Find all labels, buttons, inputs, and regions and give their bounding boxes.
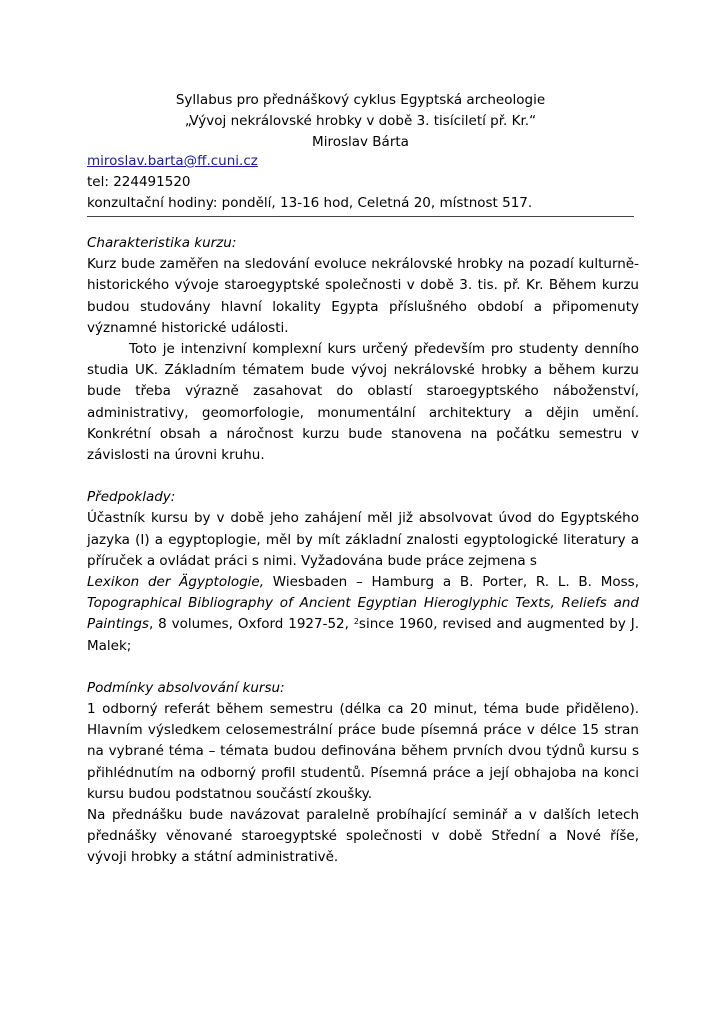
contact-block <box>87 151 647 214</box>
paragraph: Na přednášku bude navázovat paralelně probíhající seminář a v dalších letech přednášky věnované staroegyptské společnosti v době Střední a Nové říše, vývoji hrobky a státní administrativě. <box>87 807 639 866</box>
reference-paragraph <box>87 572 639 657</box>
paragraph: Kurz bude zaměřen na sledování evoluce nekrálovské hrobky na pozadí kulturně-historického vývoje staroegyptské společnosti v době 3. tis. př. Kr. Během kurzu budou studovány hlavní lokality Egypta příslušného období a připomenuty významné historické události. <box>87 256 639 336</box>
section-characteristics <box>87 233 639 466</box>
reference-details: Wiesbaden – Hamburg a B. Porter, R. L. B. Moss, <box>264 574 639 591</box>
paragraph: 1 odborný referát během semestru (délka ca 20 minut, téma bude přiděleno). Hlavním výsledkem celosemestrální práce bude písemná práce v délce 15 stran na vybrané téma – témata budou definována během prvních dvou týdnů kursu s přihlédnutím na odborný profil studentů. Písemná práce a její obhajoba na konci kursu budou podstatnou součástí zkoušky. <box>87 701 639 802</box>
document-body <box>87 233 639 890</box>
horizontal-divider <box>87 216 634 217</box>
office-hours: konzultační hodiny: pondělí, 13-16 hod, Celetná 20, místnost 517. <box>87 195 533 211</box>
edition-superscript: 2 <box>353 617 359 627</box>
document-header <box>87 90 634 153</box>
section-prerequisites <box>87 487 639 657</box>
phone-number: tel: 224491520 <box>87 174 191 190</box>
reference-details: , 8 volumes, Oxford 1927-52, <box>148 616 354 633</box>
email-link[interactable]: miroslav.barta@ff.cuni.cz <box>87 153 258 169</box>
author-name: Miroslav Bárta <box>312 134 409 150</box>
section-title-completion: Podmínky absolvování kursu: <box>87 679 285 696</box>
syllabus-title: Syllabus pro přednáškový cyklus Egyptská archeologie <box>175 92 546 108</box>
reference-title: Lexikon der Ägyptologie, <box>87 574 265 591</box>
reference-title: Topographical Bibliography of Ancient Egyptian Hieroglyphic Texts, Reliefs and Paintings <box>87 595 639 633</box>
reference-details: since 1960, revised and augmented by J. Malek; <box>87 616 639 654</box>
course-title: „Vývoj nekrálovské hrobky v době 3. tisíciletí př. Kr.“ <box>184 113 537 129</box>
paragraph: Toto je intenzivní komplexní kurs určený především pro studenty denního studia UK. Základním tématem bude vývoj nekrálovské hrobky a během kurzu bude třeba výrazně zasahovat do oblastí staroegyptského náboženství, administrativy, geomorfologie, monumentální architektury a dějin umění. Konkrétní obsah a náročnost kurzu bude stanovena na počátku semestru v závislosti na úrovni kruhu. <box>87 341 639 464</box>
section-title-characteristics: Charakteristika kurzu: <box>87 235 237 251</box>
section-title-prerequisites: Předpoklady: <box>87 489 176 506</box>
paragraph: Účastník kursu by v době jeho zahájení měl již absolvovat úvod do Egyptského jazyka (I) a egyptoplogie, měl by mít základní znalosti egyptologické literatury a příruček a ovládat práci s nimi. Vyžadována bude práce zejmena s <box>87 510 639 569</box>
section-completion <box>87 678 639 869</box>
